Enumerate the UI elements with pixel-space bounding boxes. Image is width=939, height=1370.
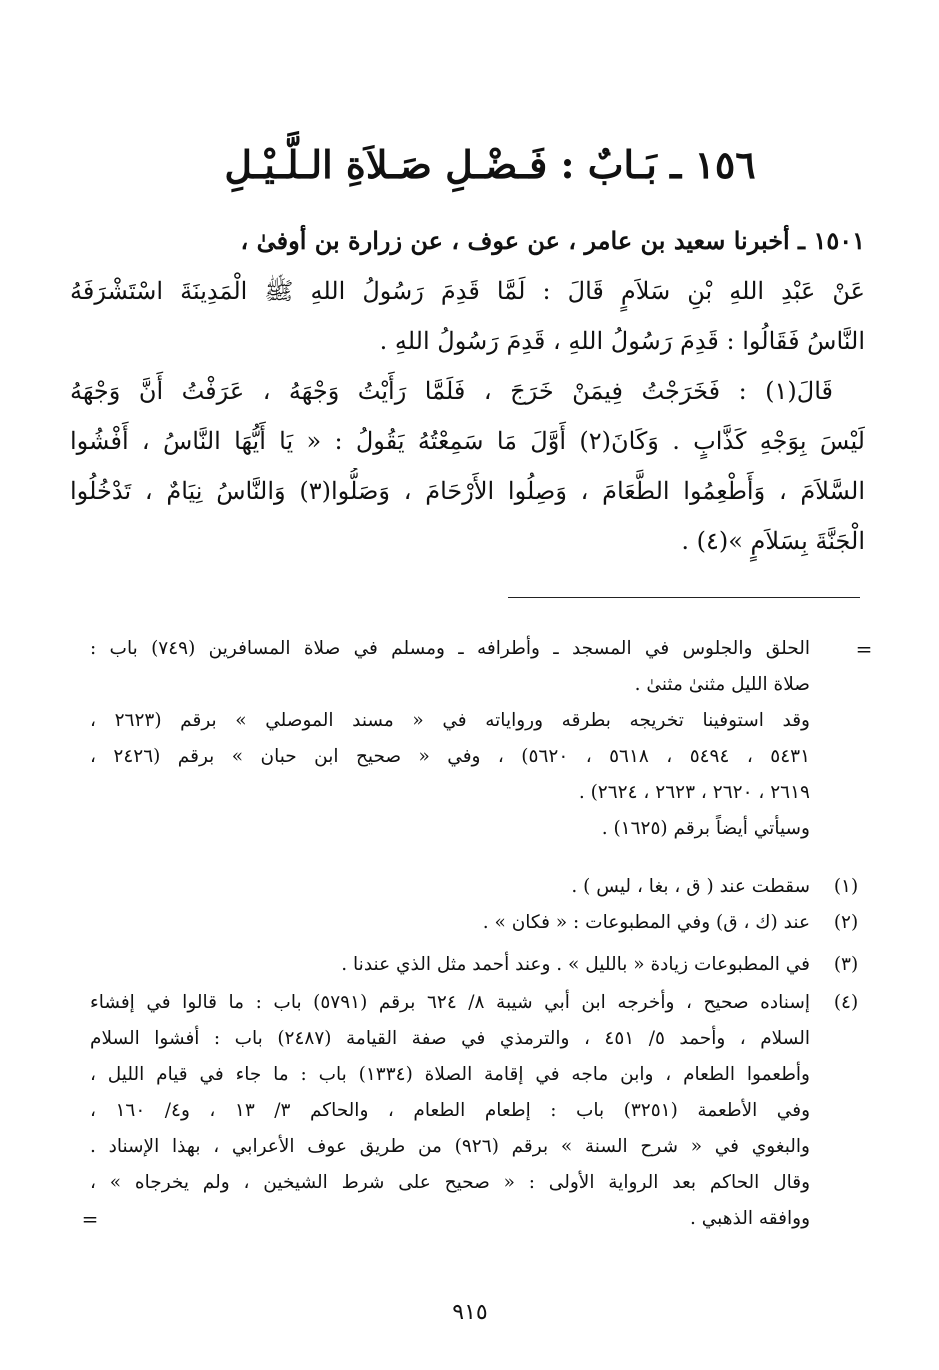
footnote-line: الحلق والجلوس في المسجد ـ وأطرافه ـ ومسلم في صلاة المسافرين (٧٤٩) باب : — [90, 638, 810, 659]
footnote-line: عند (ك ، ق) وفي المطبوعات : « فكان » . — [482, 912, 810, 933]
footnote-line: والبغوي في « شرح السنة » برقم (٩٢٦) من طريق عوف الأعرابي ، بهذا الإسناد . — [90, 1136, 810, 1157]
footnote-line: سقطت عند ( ق ، بغا ، ليس ) . — [571, 876, 810, 897]
footnote-line: وقال الحاكم بعد الرواية الأولى : « صحيح على شرط الشيخين ، ولم يخرجاه » ، — [90, 1172, 810, 1193]
footnote-line: وأطعموا الطعام ، وابن ماجه في إقامة الصلاة (١٣٣٤) باب : ما جاء في قيام الليل ، — [90, 1064, 810, 1085]
hadith-text-line: لَيْسَ بِوَجْهِ كَذَّابٍ . وَكَانَ(٢) أَوَّلَ مَا سَمِعْتُهُ يَقُولُ : « يَا أَيُّهَا النَّاسُ ، أَفْشُوا — [70, 427, 865, 455]
footnote-marker: (٤) — [833, 992, 859, 1013]
footnote-marker: (٢) — [833, 912, 859, 933]
footnote-line: وقد استوفينا تخريجه بطرقه ورواياته في « مسند الموصلي » برقم (٢٦٢٣ ، — [90, 710, 810, 731]
footnote-line: ٥٤٣١ ، ٥٤٩٤ ، ٥٦١٨ ، ٥٦٢٠) ، وفي « صحيح ابن حبان » برقم (٢٤٢٦ ، — [90, 746, 810, 767]
footnote-line: ٢٦١٩ ، ٢٦٢٠ ، ٢٦٢٣ ، ٢٦٢٤) . — [578, 782, 810, 803]
footnote-divider — [508, 597, 860, 598]
footnote-line: وفي الأطعمة (٣٢٥١) باب : إطعام الطعام ، والحاكم ٣/ ١٣ ، و٤/ ١٦٠ ، — [90, 1100, 810, 1121]
footnote-marker: (٣) — [833, 954, 859, 975]
hadith-text-line: النَّاسُ فَقَالُوا : قَدِمَ رَسُولُ اللهِ ، قَدِمَ رَسُولُ اللهِ . — [379, 327, 865, 355]
footnote-line: إسناده صحيح ، وأخرجه ابن أبي شيبة ٨/ ٦٢٤ برقم (٥٧٩١) باب : ما قالوا في إفشاء — [90, 992, 810, 1013]
footnote-line: وسيأتي أيضاً برقم (١٦٢٥) . — [601, 818, 810, 839]
footnote-line: ووافقه الذهبي . — [689, 1208, 810, 1229]
hadith-text-line: الْجَنَّةَ بِسَلاَمٍ »(٤) . — [681, 527, 865, 555]
footnote-marker: (١) — [833, 876, 859, 897]
page-number: ٩١٥ — [452, 1300, 488, 1325]
chapter-title: ١٥٦ ـ بَـابٌ : فَـضْـلِ صَـلاَةِ الـلَّـيْـلِ — [224, 142, 756, 187]
hadith-text-line: السَّلاَمَ ، وَأَطْعِمُوا الطَّعَامَ ، وَصِلُوا الأَرْحَامَ ، وَصَلُّوا(٣) وَالنَّاسُ نِيَامٌ ، تَدْخُلُوا — [70, 477, 865, 505]
hadith-text-line: قَالَ(١) : فَخَرَجْتُ فِيمَنْ خَرَجَ ، فَلَمَّا رَأَيْتُ وَجْهَهُ ، عَرَفْتُ أَنَّ وَجْهَهُ — [70, 377, 833, 405]
continuation-mark: = — [81, 1207, 99, 1231]
footnote-line: السلام ، وأحمد ٥/ ٤٥١ ، والترمذي في صفة القيامة (٢٤٨٧) باب : أفشوا السلام — [90, 1028, 810, 1049]
hadith-text-line: عَنْ عَبْدِ اللهِ بْنِ سَلاَمٍ قَالَ : لَمَّا قَدِمَ رَسُولُ اللهِ ﷺ الْمَدِينَةَ اسْتَشْرَفَهُ — [70, 277, 865, 305]
footnote-line: صلاة الليل مثنىٰ مثنىٰ . — [634, 674, 810, 695]
continuation-mark: = — [855, 637, 873, 661]
hadith-isnad-line: ١٥٠١ ـ أخبرنا سعيد بن عامر ، عن عوف ، عن زرارة بن أوفىٰ ، — [240, 226, 865, 255]
footnote-line: في المطبوعات زيادة « بالليل » . وعند أحمد مثل الذي عندنا . — [341, 954, 810, 975]
